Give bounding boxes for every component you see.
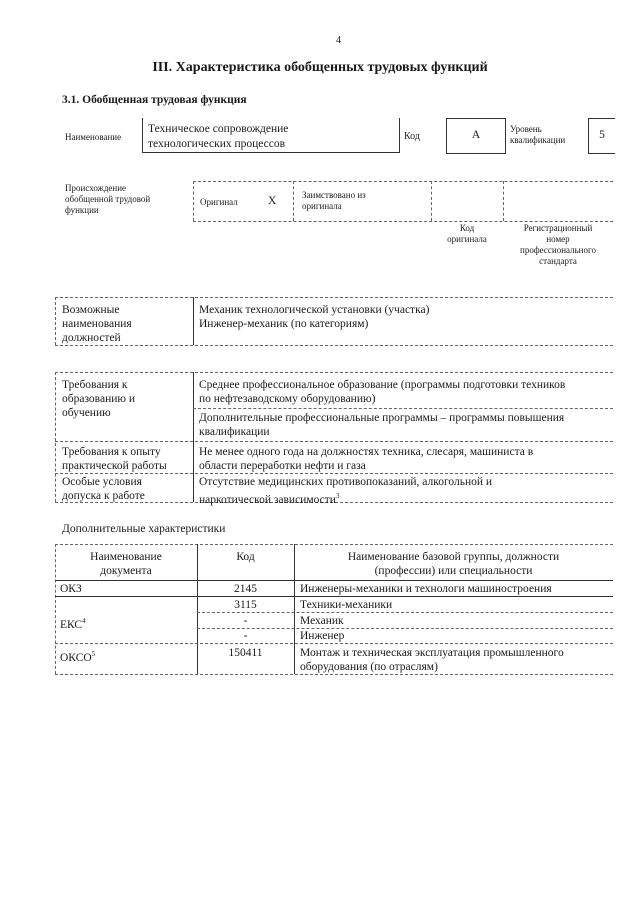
divider <box>193 181 194 221</box>
row-okso-name-line2: оборудования (по отраслям) <box>300 661 438 673</box>
name-label: Наименование <box>65 132 122 142</box>
divider <box>193 297 194 345</box>
origin-label-line3: функции <box>65 205 99 215</box>
positions-value-line1: Механик технологической установки (участка) <box>199 304 430 316</box>
reg-number-line2: номер <box>546 234 570 244</box>
divider <box>503 181 504 221</box>
original-label: Оригинал <box>200 197 238 207</box>
header-doc-line2: документа <box>100 565 152 577</box>
name-value-line2: технологических процессов <box>148 138 286 150</box>
divider <box>193 221 613 222</box>
row-okso-name-line1: Монтаж и техническая эксплуатация промышленного <box>300 647 564 659</box>
education-value1-line2: по нефтезаводскому оборудованию) <box>199 393 376 405</box>
footnote-4: 4 <box>82 617 86 625</box>
row-okso-doc: ОКСО$^5$ <box>60 650 96 664</box>
positions-value-line2: Инженер-механик (по категориям) <box>199 318 369 330</box>
special-label-line2: допуска к работе <box>62 490 145 502</box>
reg-number-line4: стандарта <box>539 256 577 266</box>
header-doc-line1: Наименование <box>90 551 162 563</box>
header-code: Код <box>236 551 255 563</box>
special-value-line1: Отсутствие медицинских противопоказаний, алкогольной и <box>199 476 493 488</box>
divider <box>55 297 56 345</box>
divider <box>431 181 432 221</box>
original-mark: X <box>268 195 277 207</box>
divider <box>55 345 613 346</box>
row-eks-name3: Инженер <box>300 630 345 642</box>
experience-label-line2: практической работы <box>62 460 167 472</box>
subsection-title: 3.1. Обобщенная трудовая функция <box>62 94 247 106</box>
level-label-line1: Уровень <box>510 124 542 134</box>
divider <box>55 372 56 502</box>
education-value2-line2: квалификации <box>199 426 270 438</box>
special-value-line2: наркотической зависимости$^3$ <box>199 492 340 506</box>
row-okz-name: Инженеры-механики и технологи машиностроения <box>300 583 552 595</box>
divider <box>55 544 613 545</box>
row-eks-code1: 3115 <box>234 599 257 611</box>
row-eks-code3: - <box>243 630 248 642</box>
row-okz-doc: ОКЗ <box>60 583 82 595</box>
experience-value-line2: области переработки нефти и газа <box>199 460 366 472</box>
divider <box>193 372 194 502</box>
special-label-line1: Особые условия <box>62 476 142 488</box>
divider <box>399 118 400 152</box>
divider <box>193 181 613 182</box>
divider <box>197 612 613 613</box>
section-title: III. Характеристика обобщенных трудовых функций <box>152 60 488 75</box>
footnote-5: 5 <box>91 650 96 658</box>
experience-label-line1: Требования к опыту <box>62 446 161 458</box>
divider <box>193 408 613 409</box>
divider <box>55 596 613 597</box>
divider <box>55 580 613 581</box>
divider <box>55 674 613 675</box>
divider <box>55 473 613 474</box>
code-label: Код <box>404 131 420 142</box>
borrowed-line1: Заимствовано из <box>302 190 366 200</box>
education-label-line3: обучению <box>62 407 111 419</box>
header-group-line2: (профессии) или специальности <box>374 565 533 577</box>
page-number: 4 <box>336 35 341 46</box>
level-value: 5 <box>599 129 605 141</box>
divider <box>55 372 613 373</box>
origin-label-line2: обобщенной трудовой <box>65 194 151 204</box>
divider <box>293 181 294 221</box>
row-eks-name1: Техники-механики <box>300 599 393 611</box>
reg-number-line1: Регистрационный <box>523 223 593 233</box>
additional-title: Дополнительные характеристики <box>62 523 226 535</box>
code-original-line2: оригинала <box>447 234 487 244</box>
borrowed-line2: оригинала <box>302 201 342 211</box>
header-group-line1: Наименование базовой группы, должности <box>347 551 560 563</box>
divider <box>55 297 613 298</box>
origin-label-line1: Происхождение <box>65 183 127 193</box>
experience-value-line1: Не менее одного года на должностях техника, слесаря, машиниста в <box>199 446 534 458</box>
reg-number-line3: профессионального <box>520 245 596 255</box>
name-value-line1: Техническое сопровождение <box>148 123 289 135</box>
row-okz-code: 2145 <box>234 583 257 595</box>
education-value1-line1: Среднее профессиональное образование (программы подготовки техников <box>199 379 566 391</box>
code-original-line1: Код <box>459 223 475 233</box>
row-okso-code: 150411 <box>228 647 263 659</box>
education-label-line2: образованию и <box>62 393 135 405</box>
positions-label-line3: должностей <box>62 332 121 344</box>
row-eks-code2: - <box>243 615 248 627</box>
code-value: A <box>471 129 481 141</box>
divider <box>55 441 613 442</box>
education-label-line1: Требования к <box>62 379 128 391</box>
footnote-3: 3 <box>335 492 340 500</box>
divider <box>55 643 613 644</box>
positions-label-line1: Возможные <box>62 304 120 316</box>
row-eks-name2: Механик <box>300 615 344 627</box>
level-label-line2: квалификации <box>510 135 566 145</box>
education-value2-line1: Дополнительные профессиональные программы – программы повышения <box>199 412 565 424</box>
row-eks-doc: ЕКС$^4$ <box>60 617 86 631</box>
positions-label-line2: наименования <box>62 318 132 330</box>
